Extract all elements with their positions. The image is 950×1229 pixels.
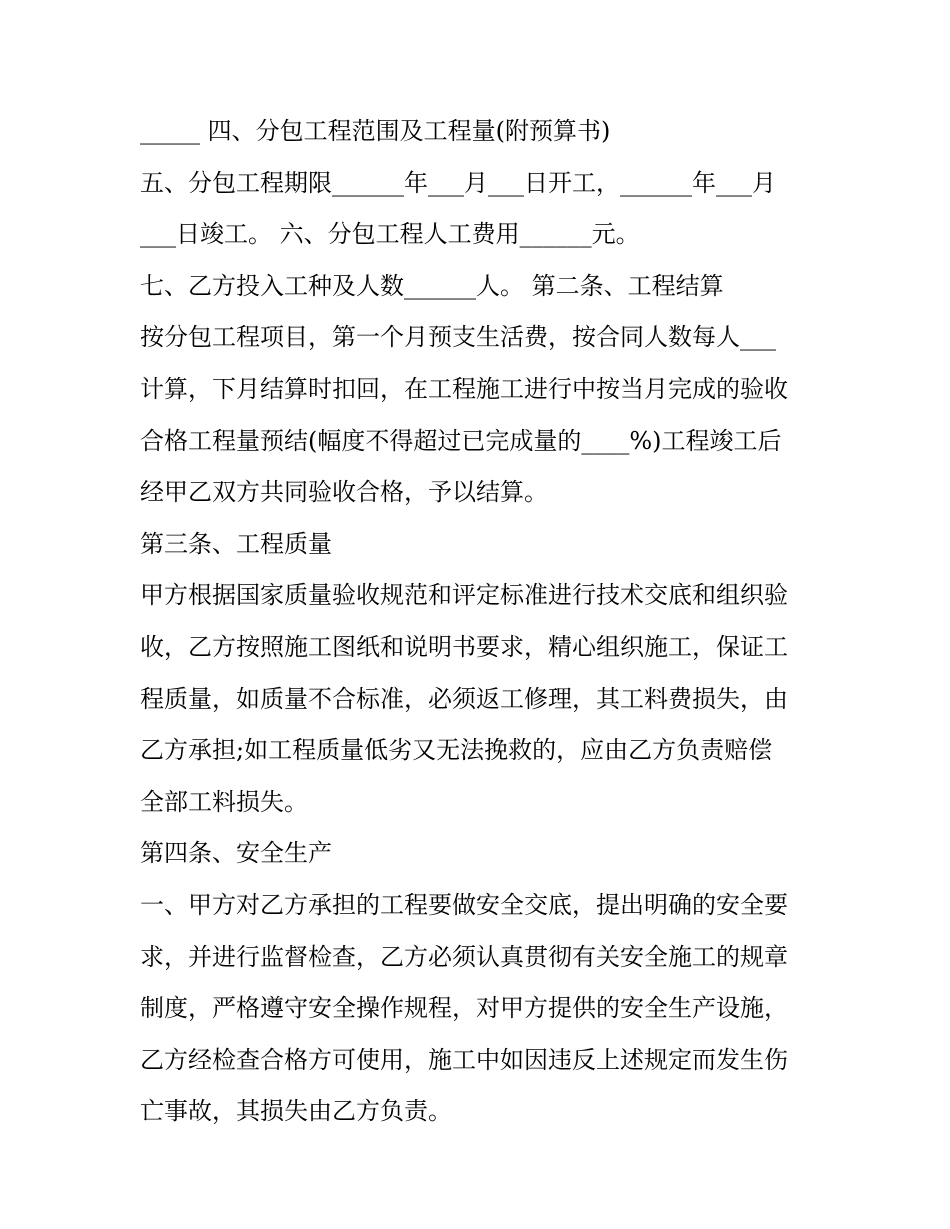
text-line: 收，乙方按照施工图纸和说明书要求，精心组织施工，保证工 <box>140 632 788 661</box>
text-line: 求，并进行监督检查，乙方必须认真贯彻有关安全施工的规章 <box>140 942 788 971</box>
contract-text <box>140 106 830 1138</box>
text-line: _____ 四、分包工程范围及工程量(附预算书) <box>140 117 611 145</box>
text-line: 亡事故，其损失由乙方负责。 <box>140 1097 452 1126</box>
text-line: 五、分包工程期限______年___月___日开工，______年___月 <box>140 168 776 197</box>
text-line: 经甲乙双方共同验收合格，予以结算。 <box>140 478 548 507</box>
text-line: 七、乙方投入工种及人数______人。 第二条、工程结算 <box>140 271 724 300</box>
text-line: 乙方承担;如工程质量低劣又无法挽救的，应由乙方负责赔偿 <box>140 736 773 765</box>
text-line: 甲方根据国家质量验收规范和评定标准进行技术交底和组织验 <box>140 581 788 610</box>
text-line: 一、甲方对乙方承担的工程要做安全交底，提出明确的安全要 <box>140 890 788 919</box>
section-heading-safety: 第四条、安全生产 <box>140 839 332 868</box>
text-line: 合格工程量预结(幅度不得超过已完成量的____%)工程竣工后 <box>140 426 782 455</box>
text-line: 按分包工程项目，第一个月预支生活费，按合同人数每人___ <box>140 323 776 352</box>
text-line: 乙方经检查合格方可使用，施工中如因违反上述规定而发生伤 <box>140 1045 788 1074</box>
text-line: 制度，严格遵守安全操作规程，对甲方提供的安全生产设施， <box>140 994 788 1023</box>
section-heading-quality: 第三条、工程质量 <box>140 529 332 558</box>
text-line: 计算，下月结算时扣回，在工程施工进行中按当月完成的验收 <box>140 374 788 403</box>
text-line: 全部工料损失。 <box>140 787 308 816</box>
text-line: 程质量，如质量不合标准，必须返工修理，其工料费损失，由 <box>140 684 788 713</box>
text-line: ___日竣工。 六、分包工程人工费用______元。 <box>140 220 640 249</box>
